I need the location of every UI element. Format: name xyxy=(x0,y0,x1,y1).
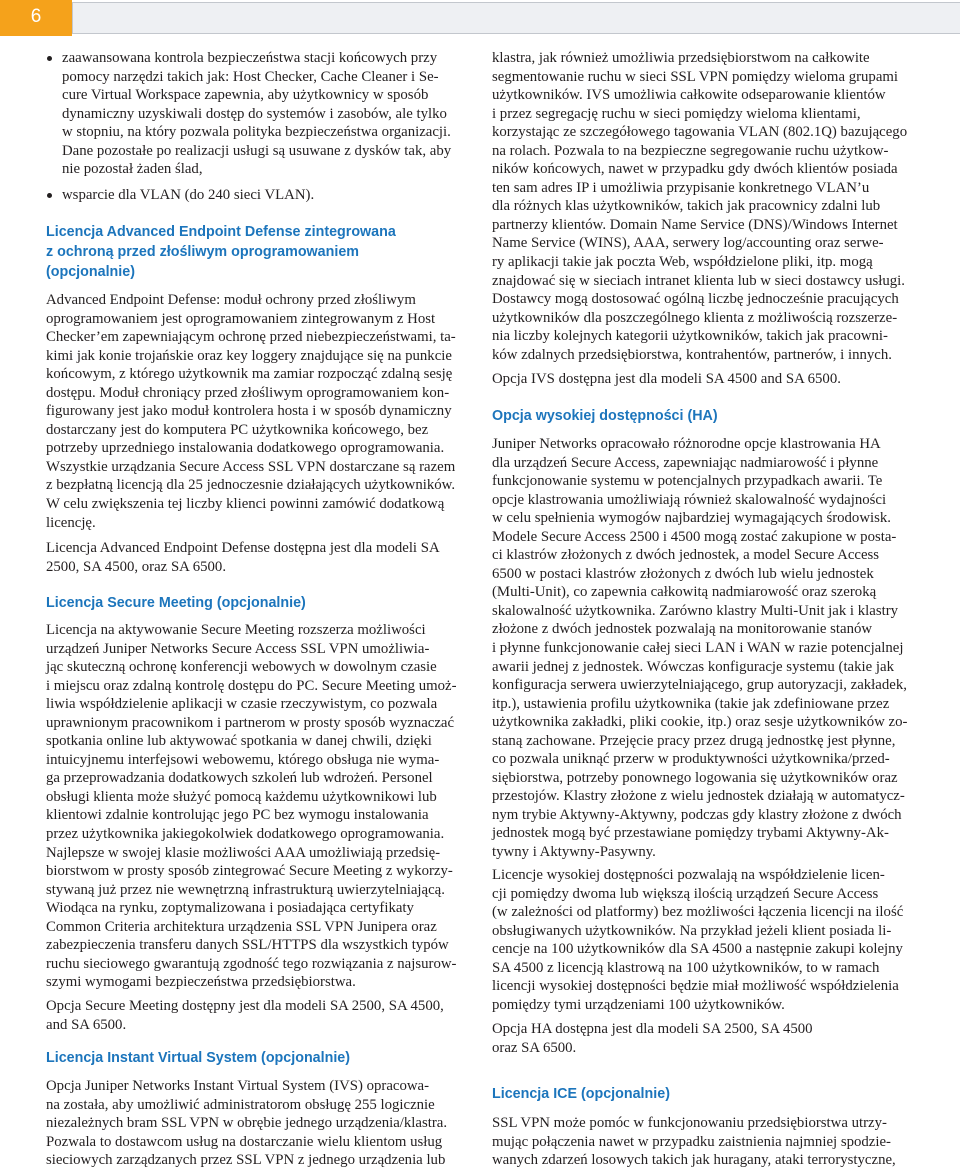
text-line: korzystając ze szczegółowego tagowania VLAN (802.1Q) bazującego xyxy=(492,124,908,141)
paragraph xyxy=(46,997,465,1034)
heading-line: Opcja wysokiej dostępności (HA) xyxy=(492,408,718,424)
paragraph xyxy=(46,539,465,576)
text-line: pomocy narzędzi takich jak: Host Checker, Cache Cleaner i Se- xyxy=(62,68,439,85)
text-line: klastra, jak również umożliwia przedsiębiorstwom na całkowite xyxy=(492,50,870,66)
text-line: ruchu sieciowego gwarantują zgodność tego rozwiązania z najsurow- xyxy=(46,955,457,972)
text-line: obsługiwanych użytkowników. Na przykład jeżeli klient posiada li- xyxy=(492,922,892,939)
text-line: siębiorstwa, potrzeby ponownego logowania się użytkowników oraz xyxy=(492,769,898,786)
text-line: obsługi klienta może służyć pomocą każdemu użytkownikowi lub xyxy=(46,788,437,805)
text-line: nia liczby kolejnych kategorii użytkowników, takich jak pracowni- xyxy=(492,328,888,345)
heading-line: Licencja Instant Virtual System (opcjonalnie) xyxy=(46,1050,351,1066)
bullet-icon xyxy=(47,193,52,198)
text-line: cencje na 100 użytkowników dla SA 4500 a następnie zakupi kolejny xyxy=(492,941,903,958)
paragraph xyxy=(492,49,912,364)
text-line: Wszystkie urządzania Secure Access SSL VPN dostarczane są razem xyxy=(46,458,456,475)
paragraph xyxy=(46,291,465,532)
text-line: licencję. xyxy=(46,514,96,531)
heading-line: Licencja Secure Meeting (opcjonalnie) xyxy=(46,595,306,611)
text-line: w stopniu, na który pozwala polityka bezpieczeństwa organizacji. xyxy=(62,124,451,141)
text-line: itp.), ustawienia profilu użytkownika (takie jak zdefiniowane przez xyxy=(492,695,890,712)
text-line: końcowym, z którego użytkownik ma zamiar rozpocząć zdalną sesję xyxy=(46,366,453,383)
text-line: Common Criteria architektura urządzenia SSL VPN Junipera oraz xyxy=(46,918,437,935)
text-line: (Multi-Unit), co zapewnia całkowitą nadmiarowość oraz szeroką xyxy=(492,584,877,601)
text-line: potrzeby uprzedniego instalowania dodatkowego oprogramowania. xyxy=(46,440,445,457)
text-line: ga przeprowadzania dodatkowych szkoleń lub wdrożeń. Personel xyxy=(46,770,433,787)
text-line: dla różnych klas użytkowników, takich jak pracownicy zdalni lub xyxy=(492,198,881,215)
text-line: i przez segregację ruchu w sieci pomiędzy wieloma klientami, xyxy=(492,105,861,122)
text-line: użytkowników. IVS umożliwia całkowite odseparowanie klientów xyxy=(492,87,886,104)
text-line: partnerzy klientów. Domain Name Service (DNS)/Windows Internet xyxy=(492,216,898,233)
text-line: jednostek mogą być przestawiane pomiędzy trybami Aktywny-Ak- xyxy=(492,825,889,842)
text-line: ków zdalnych przedsiębiorstwa, kontrahentów, partnerów, i innych. xyxy=(492,346,892,363)
text-line: Advanced Endpoint Defense: moduł ochrony przed złośliwym xyxy=(46,292,416,308)
text-line: ci klastrów złożonych z dwóch jednostek, a model Secure Access xyxy=(492,547,880,564)
bullet-text xyxy=(62,49,465,179)
text-line: na została, aby umożliwić administratorom obsługę 255 logicznie xyxy=(46,1096,435,1113)
text-line: przez użytkownika jakiegokolwiek dodatkowego oprogramowania. xyxy=(46,826,445,843)
text-line: użytkowników dla poszczególnego klienta z możliwością rozszerze- xyxy=(492,309,898,326)
text-line: Opcja Secure Meeting dostępny jest dla modeli SA 2500, SA 4500, xyxy=(46,998,444,1014)
text-line: jąc skuteczną ochronę konferencji webowych w dowolnym czasie xyxy=(46,659,437,676)
heading-line: z ochroną przed złośliwym oprogramowaniem xyxy=(46,244,359,260)
text-line: oraz SA 6500. xyxy=(492,1039,577,1056)
text-line: and SA 6500. xyxy=(46,1016,127,1033)
text-line: Licencje wysokiej dostępności pozwalają na współdzielenie licen- xyxy=(492,867,885,883)
text-line: nie pozostał żaden ślad, xyxy=(62,161,203,178)
text-line: niezależnych bram SSL VPN w obrębie jednego urządzenia/klastra. xyxy=(46,1115,448,1132)
text-line: liwia współdzielenie aplikacji w czasie rzeczywistym, co pozwala xyxy=(46,696,438,713)
text-line: zaawansowana kontrola bezpieczeństwa stacji końcowych przy xyxy=(62,50,438,66)
text-line: cure Virtual Workspace zapewnia, aby użytkownicy w sposób xyxy=(62,87,429,104)
page-number-tab xyxy=(0,0,72,36)
text-line: nym trybie Aktywny-Aktywny, podczas gdy klastry złożone z dwóch xyxy=(492,806,902,823)
text-line: wsparcie dla VLAN (do 240 sieci VLAN). xyxy=(62,187,315,203)
text-line: ry aplikacji takie jak poczta Web, współdzielone pliki, itp. mogą xyxy=(492,254,873,271)
text-line: klientowi zdalnie kontrolując jego PC bez wymogu instalowania xyxy=(46,807,429,824)
text-line: opcje klastrowania umożliwiają również skalowalność wydajności xyxy=(492,491,887,508)
heading-line: Licencja Advanced Endpoint Defense zintegrowana xyxy=(46,224,396,240)
text-line: dostępu. Moduł chroniący przed złośliwym oprogramowaniem kon- xyxy=(46,384,450,401)
text-line: stywaną już przez nie wewnętrzną infrastrukturą uwierzytelniającą. xyxy=(46,881,445,898)
text-line: licencji wysokiej dostępności będzie miał możliwość współdzielenia xyxy=(492,978,899,995)
text-line: figurowany jest jako moduł kontrolera hosta i w sposób dynamiczny xyxy=(46,403,452,420)
text-line: SA 4500 z licencją klastrową na 100 użytkowników, to w ramach xyxy=(492,959,880,976)
text-line: wanych zdarzeń losowych takich jak huragany, ataki terrorystyczne, xyxy=(492,1152,896,1169)
paragraph xyxy=(492,435,912,862)
running-header-bar xyxy=(72,2,960,34)
text-line: Juniper Networks opracowało różnorodne opcje klastrowania HA xyxy=(492,436,881,452)
text-line: awarii jednej z jednostek. Wówczas konfiguracje systemu (takie jak xyxy=(492,658,894,675)
text-line: przestojów. Klastry złożone z wielu jednostek działają w automatycz- xyxy=(492,788,905,805)
text-line: Najlepsze w swojej klasie możliwości AAA umożliwiają przedsię- xyxy=(46,844,441,861)
text-line: Opcja Juniper Networks Instant Virtual System (IVS) opracowa- xyxy=(46,1078,430,1094)
heading-line: Licencja ICE (opcjonalnie) xyxy=(492,1086,670,1102)
paragraph xyxy=(492,370,912,389)
text-line: z bezpłatną licencją dla 25 jednoczesnie działających użytkowników. xyxy=(46,477,456,494)
text-line: ten sam adres IP i umożliwia przypisanie konkretnego VLAN’u xyxy=(492,179,870,196)
text-line: w celu spełnienia wymogów najbardziej wymagających środowisk. xyxy=(492,510,891,527)
text-line: i płynne funkcjonowanie całej sieci LAN i WAN w razie potencjalnej xyxy=(492,640,904,657)
text-line: tywny i Aktywny-Pasywny. xyxy=(492,844,656,861)
text-line: biorstwom w prosty sposób zintegrować Secure Meeting z wykorzy- xyxy=(46,863,453,880)
text-line: segmentowanie ruchu w sieci SSL VPN pomiędzy wieloma grupami xyxy=(492,68,899,85)
text-line: spotkania online lub aktywować spotkania w danej chwili, dzięki xyxy=(46,733,432,750)
text-line: znajdować się w sieciach intranet klienta lub w sieci dostawcy usługi. xyxy=(492,272,905,289)
text-line: kimi jak konie trojańskie oraz key loggery znajdujące się na punkcie xyxy=(46,347,452,364)
text-line: Opcja HA dostępna jest dla modeli SA 2500, SA 4500 xyxy=(492,1021,813,1037)
text-line: użytkownika zakładki, pliki cookie, itp.) oraz sesje użytkowników zo- xyxy=(492,714,908,731)
paragraph xyxy=(492,866,912,1014)
text-line: funkcjonowanie systemu w potencjalnych przypadkach awarii. Te xyxy=(492,473,883,490)
text-line: Opcja IVS dostępna jest dla modeli SA 4500 and SA 6500. xyxy=(492,371,841,387)
text-line: zabezpieczenia transferu danych SSL/HTTPS dla wszystkich typów xyxy=(46,937,449,954)
text-line: mując połączenia nawet w przypadku zaistnienia najmniej spodzie- xyxy=(492,1133,891,1150)
text-line: intuicyjnemu interfejsowi webowemu, którego obsługa nie wyma- xyxy=(46,751,440,768)
text-line: co pozwala uniknąć przerw w produktywności użytkownika/przed- xyxy=(492,751,890,768)
text-line: oprogramowaniem jest oprogramowaniem zintegrowanym z Host xyxy=(46,310,436,327)
heading-line: (opcjonalnie) xyxy=(46,264,135,280)
text-line: 6500 w postaci klastrów złożonych z dwóch lub wielu jednostek xyxy=(492,565,874,582)
section-heading-high-availability xyxy=(492,406,912,426)
text-line: złożone z dwóch jednostek pozwalają na monitorowanie stanów xyxy=(492,621,873,638)
text-line: Licencja na aktywowanie Secure Meeting rozszerza możliwości xyxy=(46,622,426,638)
paragraph xyxy=(492,1020,912,1057)
text-line: 2500, SA 4500, oraz SA 6500. xyxy=(46,558,227,575)
bullet-item xyxy=(46,186,465,205)
section-heading-advanced-endpoint-defense xyxy=(46,222,465,282)
text-line: ników końcowych, nawet w przypadku gdy dwóch klientów posiada xyxy=(492,161,898,178)
paragraph xyxy=(46,621,465,992)
bullet-icon xyxy=(47,56,52,61)
text-line: staną zachowane. Przejęcie pracy przez drugą jednostkę jest płynne, xyxy=(492,732,896,749)
section-heading-ice xyxy=(492,1084,912,1104)
text-line: uprawnionym pracownikom i partnerom w prosty sposób wyznaczać xyxy=(46,714,455,731)
text-line: dostarczany jest do komputera PC użytkownika końcowego, bez xyxy=(46,421,429,438)
text-line: szymi wymogami bezpieczeństwa przedsiębiorstwa. xyxy=(46,974,356,991)
text-line: Wiodąca na rynku, zoptymalizowana i posiadająca certyfikaty xyxy=(46,900,414,917)
text-line: cji pomiędzy dwoma lub większą ilością urządzeń Secure Access xyxy=(492,885,879,902)
text-line: skalowalność użytkownika. Zarówno klastry Multi-Unit jak i klastry xyxy=(492,602,899,619)
bullet-item xyxy=(46,49,465,179)
text-line: Modele Secure Access 2500 i 4500 mogą zostać zakupione w posta- xyxy=(492,528,897,545)
text-line: konfiguracja serwera uwierzytelniającego, grup autoryzacji, zakładek, xyxy=(492,677,907,694)
text-line: (w zależności od platformy) bez możliwości łączenia licencji na ilość xyxy=(492,904,904,921)
text-line: Pozwala to dostawcom usług na dostarczanie wielu klientom usług xyxy=(46,1133,443,1150)
text-line: SSL VPN może pomóc w funkcjonowaniu przedsiębiorstwa utrzy- xyxy=(492,1115,887,1131)
bullet-text xyxy=(62,186,465,205)
text-line: i miejscu oraz zdalną kontrolę dostępu do PC. Secure Meeting umoż- xyxy=(46,677,457,694)
section-heading-secure-meeting xyxy=(46,593,465,613)
text-line: Dane pozostałe po realizacji usługi są usuwane z dysków tak, aby xyxy=(62,142,452,159)
text-line: W celu zwiększenia tej liczby klienci powinni zamówić dodatkową xyxy=(46,496,445,513)
text-line: dla urządzeń Secure Access, zapewniając nadmiarowość i płynne xyxy=(492,454,879,471)
page-number: 6 xyxy=(30,6,42,27)
text-line: urządzeń Juniper Networks Secure Access SSL VPN umożliwia- xyxy=(46,640,430,657)
text-line: Dostawcy mogą dostosować ogólną liczbę jednocześnie pracujących xyxy=(492,291,899,308)
text-line: na rolach. Pozwala to na bezpieczne segregowanie ruchu użytkow- xyxy=(492,142,889,159)
text-line: Licencja Advanced Endpoint Defense dostępna jest dla modeli SA xyxy=(46,540,440,556)
paragraph xyxy=(46,1077,465,1170)
paragraph xyxy=(492,1114,912,1170)
text-line: Name Service (WINS), AAA, serwery log/accounting oraz serwe- xyxy=(492,235,884,252)
text-line: pomiędzy tymi urządzeniami 100 użytkowników. xyxy=(492,996,785,1013)
text-line: dynamiczny uzyskiwali dostęp do systemów i zasobów, ale tylko xyxy=(62,105,447,122)
text-line: sieciowych zarządzanych przez SSL VPN z jednego urządzenia lub xyxy=(46,1152,446,1169)
section-heading-instant-virtual-system xyxy=(46,1048,465,1068)
text-line: Checker’em zapewniającym ochronę przed niebezpieczeństwami, ta- xyxy=(46,329,456,346)
